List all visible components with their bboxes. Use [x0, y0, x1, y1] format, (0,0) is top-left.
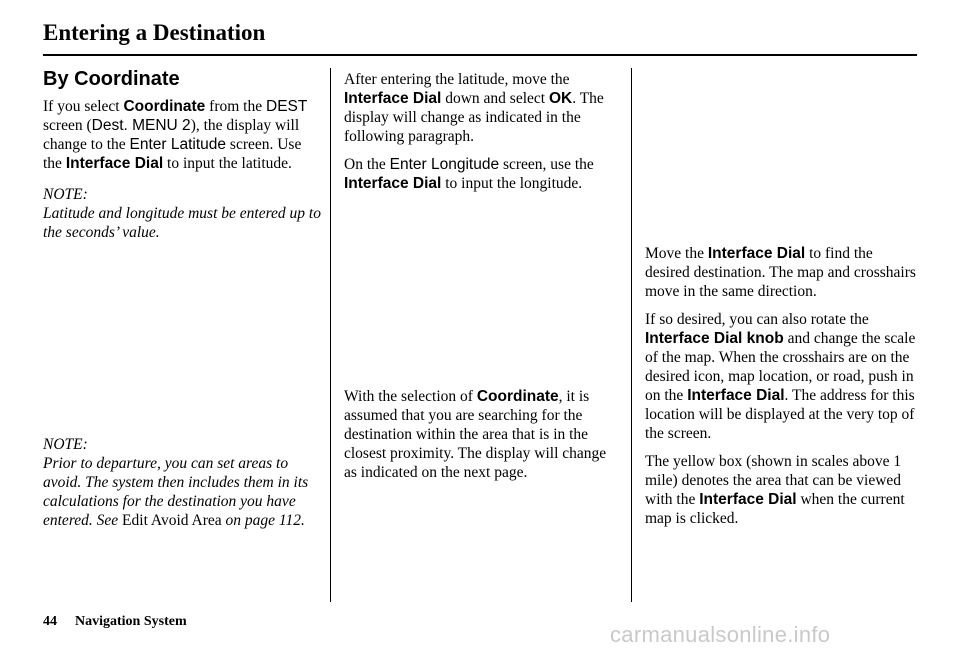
note-label: NOTE: [43, 436, 88, 453]
text-run: when the current map is clicked. [645, 491, 905, 527]
note-text: on page 112. [221, 512, 305, 529]
text-run: to find the desired destination. The map and crosshairs move in the same direction. [645, 245, 916, 300]
col2-paragraph-3 [344, 387, 619, 482]
text-run: and change the scale of the map. When the crosshairs are on the desired icon, map location, or road, push in on the [645, 330, 916, 404]
column-divider-2 [631, 68, 632, 602]
keyword-enter-latitude: Enter Latitude [129, 136, 227, 153]
text-run: screen ( [43, 117, 92, 134]
column-2-lower [344, 387, 619, 491]
keyword-interface-dial: Interface Dial [687, 387, 785, 404]
note-text: Latitude and longitude must be entered up to the seconds’ value. [43, 205, 321, 241]
text-run: screen. Use the [43, 136, 302, 172]
text-run: down and select [441, 90, 549, 107]
text-run: If you select [43, 98, 124, 115]
keyword-coordinate: Coordinate [123, 98, 206, 115]
note-text: Prior to departure, you can set areas to avoid. The system then includes them in its calculations for the destination you have entered. See [43, 455, 309, 529]
text-run: from the [205, 98, 266, 115]
keyword-dest: DEST [266, 98, 308, 115]
keyword-interface-dial: Interface Dial [699, 491, 797, 508]
section-heading: By Coordinate [43, 68, 180, 90]
text-run: screen, use the [499, 156, 594, 173]
keyword-dest-menu-2: Dest. MENU 2 [91, 117, 191, 134]
text-run: to input the longitude. [441, 175, 583, 192]
column-1 [43, 68, 321, 251]
keyword-ok: OK [548, 90, 573, 107]
column-3 [645, 244, 917, 537]
text-run: Move the [645, 245, 708, 262]
text-run: to input the latitude. [163, 155, 292, 172]
keyword-interface-dial: Interface Dial [344, 175, 442, 192]
text-run: After entering the latitude, move the [344, 71, 570, 88]
text-run: On the [344, 156, 390, 173]
text-run: . The display will change as indicated in the following paragraph. [344, 90, 604, 145]
text-run: . The address for this location will be displayed at the very top of the screen. [645, 387, 915, 442]
page-title: Entering a Destination [43, 20, 266, 45]
column-2 [344, 70, 619, 202]
col2-paragraph-2 [344, 155, 619, 193]
keyword-interface-dial: Interface Dial [65, 155, 164, 172]
col3-paragraph-1 [645, 244, 917, 301]
keyword-interface-dial: Interface Dial [344, 90, 442, 107]
text-run: , it is assumed that you are searching for the destination within the area that is in the closest proximity. The display will change as indicated on the next page. [344, 388, 607, 481]
note-2 [43, 435, 321, 530]
col1-paragraph-1 [43, 97, 321, 173]
footer-label: Navigation System [75, 614, 187, 629]
keyword-coordinate: Coordinate [476, 388, 559, 405]
title-rule [43, 54, 917, 56]
text-run: The yellow box (shown in scales above 1 mile) denotes the area that can be viewed with the [645, 453, 902, 508]
cross-reference-link[interactable]: Edit Avoid Area [122, 512, 222, 529]
column-1-note-2 [43, 435, 321, 539]
col3-paragraph-3 [645, 452, 917, 528]
text-run: ), the display will change to the [43, 117, 300, 153]
keyword-interface-dial: Interface Dial [707, 245, 806, 262]
page-number: 44 [43, 614, 57, 629]
note-label: NOTE: [43, 186, 88, 203]
col2-paragraph-1 [344, 70, 619, 146]
col3-paragraph-2 [645, 310, 917, 443]
watermark: carmanualsonline.info [610, 622, 831, 647]
keyword-interface-dial-knob: Interface Dial knob [645, 330, 784, 347]
text-run: With the selection of [344, 388, 477, 405]
column-divider-1 [330, 68, 331, 602]
text-run: If so desired, you can also rotate the [645, 311, 869, 328]
page-footer [43, 614, 187, 630]
keyword-enter-longitude: Enter Longitude [389, 156, 500, 173]
note-1 [43, 185, 321, 242]
